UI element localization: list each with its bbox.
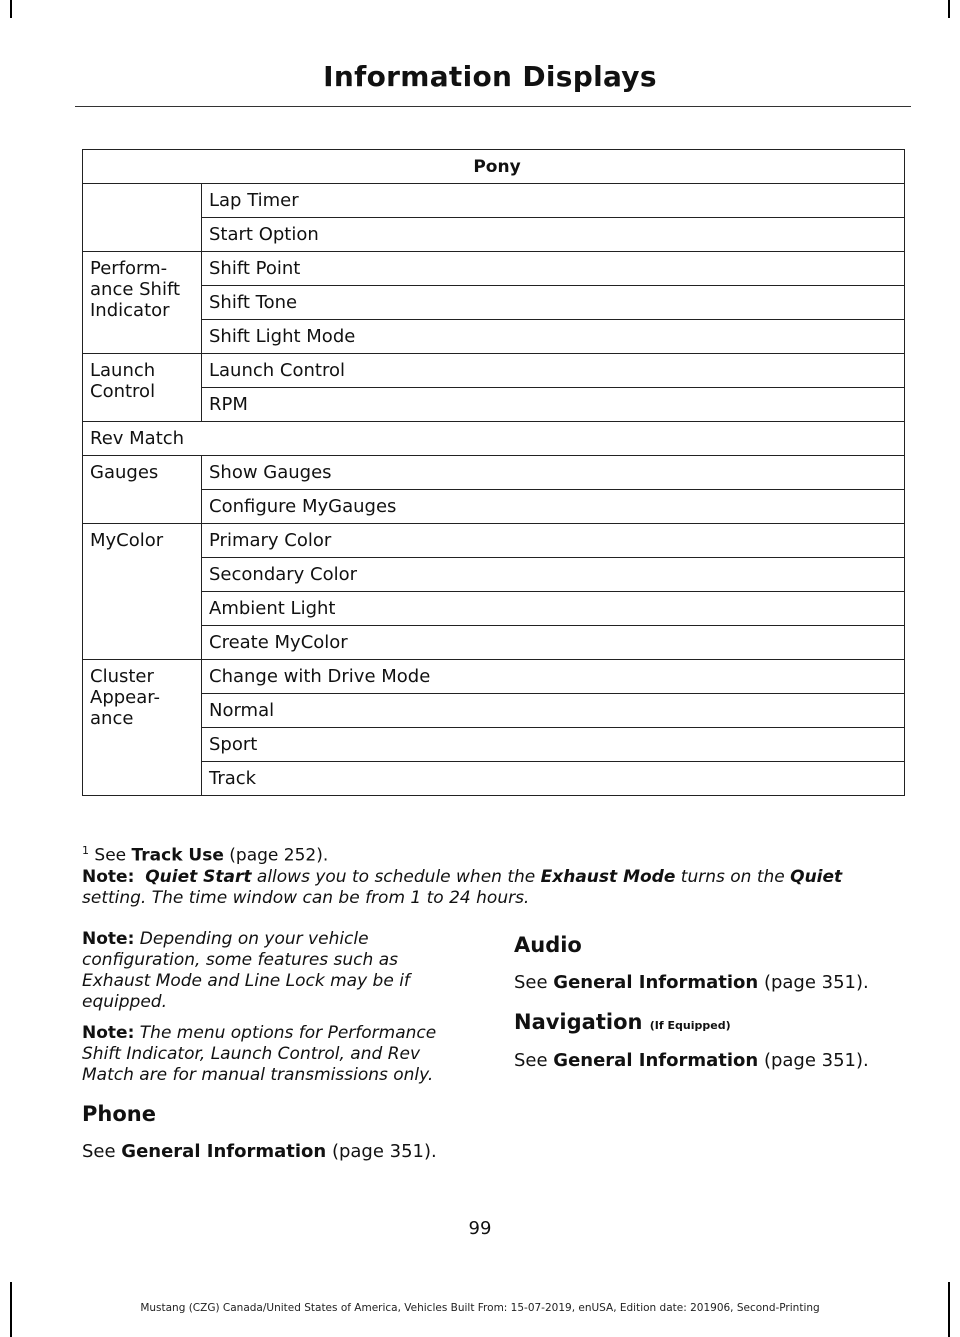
footnote-link[interactable]: Track Use bbox=[131, 845, 224, 866]
reference-page: (page 351). bbox=[758, 972, 869, 993]
row-item: Shift Light Mode bbox=[202, 320, 905, 354]
note-label: Note: bbox=[82, 929, 135, 949]
crop-mark-top-left bbox=[10, 0, 12, 18]
note-text: allows you to schedule when the bbox=[251, 867, 541, 887]
table-row bbox=[83, 218, 905, 252]
row-item: Start Option bbox=[202, 218, 905, 252]
row-item: Shift Tone bbox=[202, 286, 905, 320]
row-label: Gauges bbox=[83, 456, 202, 524]
row-item: Sport bbox=[202, 728, 905, 762]
reference-page: (page 351). bbox=[758, 1050, 869, 1071]
row-item: RPM bbox=[202, 388, 905, 422]
row-item: Show Gauges bbox=[202, 456, 905, 490]
note-label: Note: bbox=[82, 1023, 135, 1043]
navigation-title: Navigation bbox=[514, 1010, 643, 1034]
row-item: Shift Point bbox=[202, 252, 905, 286]
row-label bbox=[83, 184, 202, 252]
table-row bbox=[83, 728, 905, 762]
heading-audio: Audio bbox=[514, 933, 582, 957]
footnote-page: (page 252). bbox=[223, 845, 329, 866]
table-row bbox=[83, 626, 905, 660]
heading-phone: Phone bbox=[82, 1102, 156, 1126]
reference-text: See bbox=[514, 1050, 554, 1071]
link-general-information[interactable]: General Information bbox=[553, 1050, 759, 1071]
row-item: Track bbox=[202, 762, 905, 796]
reference-text: See bbox=[82, 1141, 122, 1162]
link-general-information[interactable]: General Information bbox=[121, 1141, 327, 1162]
note-configuration bbox=[82, 929, 464, 1013]
row-item: Normal bbox=[202, 694, 905, 728]
note-quiet-start bbox=[82, 867, 902, 909]
navigation-reference bbox=[514, 1050, 869, 1071]
table-row bbox=[83, 388, 905, 422]
if-equipped-label: (If Equipped) bbox=[649, 1019, 731, 1032]
table-row bbox=[83, 184, 905, 218]
row-item: Secondary Color bbox=[202, 558, 905, 592]
note-term: Quiet bbox=[790, 867, 843, 887]
crop-mark-top-right bbox=[948, 0, 950, 18]
menu-table bbox=[82, 149, 905, 796]
page-title: Information Displays bbox=[323, 60, 657, 93]
row-label: Perform- ance Shift Indicator bbox=[83, 252, 202, 354]
note-text: turns on the bbox=[675, 867, 791, 887]
table-row bbox=[83, 762, 905, 796]
note-label: Note: bbox=[82, 867, 135, 887]
table-row bbox=[83, 524, 905, 558]
note-text: Depending on your vehicle configuration, some features such as Exhaust Mode and Line Lock may be if equipped. bbox=[82, 929, 410, 1012]
row-item: Create MyColor bbox=[202, 626, 905, 660]
row-label: MyColor bbox=[83, 524, 202, 660]
table-row bbox=[83, 422, 905, 456]
table-row bbox=[83, 558, 905, 592]
reference-text: See bbox=[514, 972, 554, 993]
row-item: Configure MyGauges bbox=[202, 490, 905, 524]
note-text: setting. The time window can be from 1 to 24 hours. bbox=[82, 888, 530, 908]
note-term: Quiet Start bbox=[145, 867, 252, 887]
table-heading: Pony bbox=[83, 150, 905, 184]
table-row bbox=[83, 694, 905, 728]
footnote-text: See bbox=[94, 845, 132, 866]
row-item: Change with Drive Mode bbox=[202, 660, 905, 694]
note-manual-transmission bbox=[82, 1023, 466, 1086]
reference-page: (page 351). bbox=[326, 1141, 437, 1162]
audio-reference bbox=[514, 972, 869, 993]
row-label: Launch Control bbox=[83, 354, 202, 422]
row-label: Cluster Appear- ance bbox=[83, 660, 202, 796]
header-rule bbox=[75, 106, 911, 107]
table-row bbox=[83, 354, 905, 388]
heading-navigation bbox=[514, 1010, 731, 1034]
table-row bbox=[83, 286, 905, 320]
row-item: Rev Match bbox=[83, 422, 905, 456]
table-row bbox=[83, 456, 905, 490]
table-row bbox=[83, 490, 905, 524]
phone-reference bbox=[82, 1141, 437, 1162]
table-row bbox=[83, 320, 905, 354]
page-footer: Mustang (CZG) Canada/United States of America, Vehicles Built From: 15-07-2019, enUSA, Edition date: 201906, Second-Printing bbox=[140, 1302, 820, 1314]
page-number: 99 bbox=[468, 1218, 492, 1239]
row-item: Ambient Light bbox=[202, 592, 905, 626]
table-row bbox=[83, 252, 905, 286]
row-item: Launch Control bbox=[202, 354, 905, 388]
footnote bbox=[82, 844, 328, 866]
table-row bbox=[83, 592, 905, 626]
note-text: The menu options for Performance Shift Indicator, Launch Control, and Rev Match are for manual transmissions only. bbox=[82, 1023, 437, 1085]
note-term: Exhaust Mode bbox=[540, 867, 676, 887]
row-item: Lap Timer bbox=[202, 184, 905, 218]
table-row bbox=[83, 660, 905, 694]
link-general-information[interactable]: General Information bbox=[553, 972, 759, 993]
row-item: Primary Color bbox=[202, 524, 905, 558]
footnote-marker: 1 bbox=[82, 844, 89, 857]
